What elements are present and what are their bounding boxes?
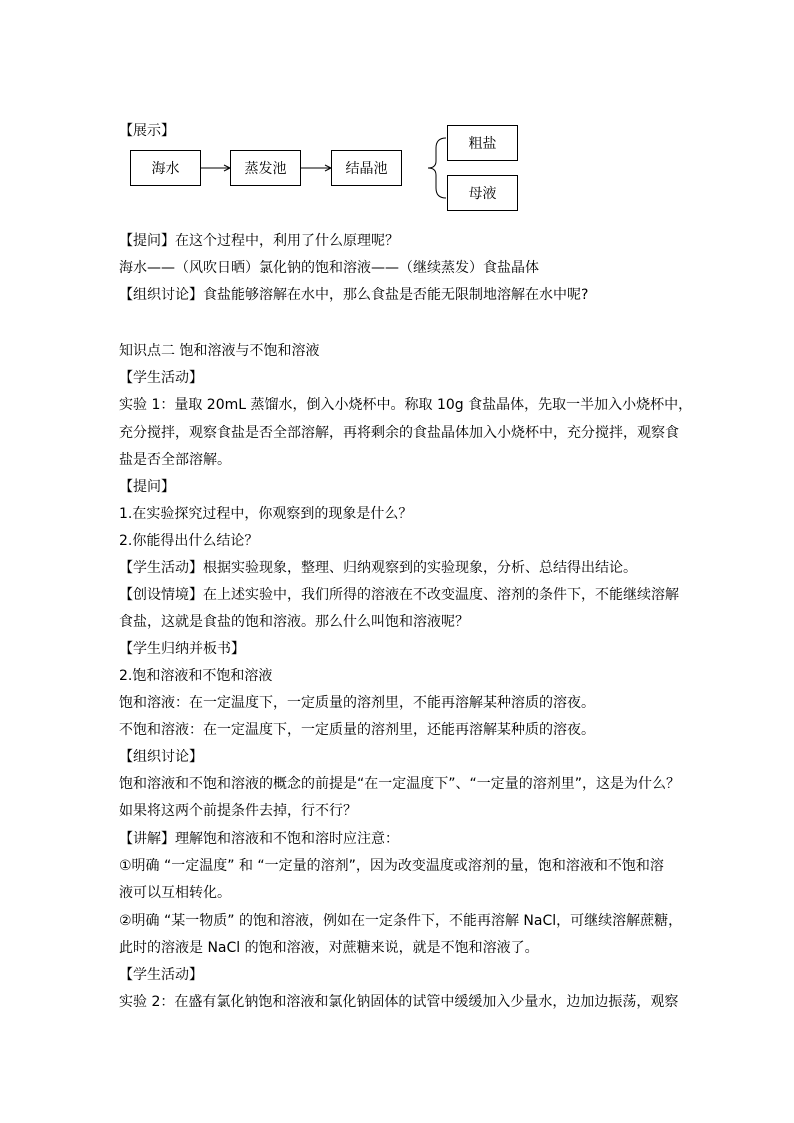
text-line: 实验 2：在盛有氯化钠饱和溶液和氯化钠固体的试管中缓缓加入少量水，边加边振荡，观察	[119, 994, 679, 1010]
text-line: 【学生活动】根据实验现象，整理、归纳观察到的实验现象，分析、总结得出结论。	[119, 560, 637, 576]
text-line: ②明确 “某一物质” 的饱和溶液，例如在一定条件下，不能再溶解 NaCl，可继续溶解蔗糖，	[119, 913, 683, 929]
text-line: 实验 1：量取 20mL 蒸馏水，倒入小烧杯中。称取 10g 食盐晶体，先取一半加入小烧杯中，	[119, 397, 693, 413]
text-line: 液可以互相转化。	[119, 885, 231, 901]
text-line: ①明确 “一定温度” 和 “一定量的溶剂”，因为改变温度或溶剂的量，饱和溶液和不饱和溶	[119, 858, 664, 874]
text-line: 1.在实验探究过程中，你观察到的现象是什么？	[119, 506, 413, 522]
mother-liquor-box: 母液	[447, 175, 518, 211]
text-line: 不饱和溶液：在一定温度下，一定质量的溶剂里，还能再溶解某种质的溶夜。	[119, 722, 595, 738]
flow-arrows	[0, 0, 794, 230]
crystallization-pond-box: 结晶池	[331, 150, 402, 186]
text-line: 充分搅拌，观察食盐是否全部溶解，再将剩余的食盐晶体加入小烧杯中，充分搅拌，观察食	[119, 425, 679, 441]
text-line: 【组织讨论】食盐能够溶解在水中，那么食盐是否能无限制地溶解在水中呢?	[119, 287, 589, 303]
display-heading: 【展示】	[119, 123, 175, 139]
text-line: 【提问】	[119, 479, 175, 495]
text-line: 饱和溶液和不饱和溶液的概念的前提是“在一定温度下”、“一定量的溶剂里”，这是为什么？	[119, 776, 681, 792]
text-line: 如果将这两个前提条件去掉，行不行？	[119, 803, 357, 819]
seawater-box: 海水	[130, 150, 201, 186]
text-line: 【讲解】理解饱和溶液和不饱和溶时应注意：	[119, 831, 399, 847]
text-line: 【学生活动】	[119, 967, 203, 983]
section-title: 知识点二 饱和溶液与不饱和溶液	[119, 343, 320, 359]
text-line: 【学生归纳并板书】	[119, 641, 245, 657]
text-line: 此时的溶液是 NaCl 的饱和溶液，对蔗糖来说，就是不饱和溶液了。	[119, 940, 539, 956]
text-line: 【组织讨论】	[119, 749, 203, 765]
text-line: 海水——（风吹日晒）氯化钠的饱和溶液——（继续蒸发）食盐晶体	[119, 260, 539, 276]
text-line: 饱和溶液：在一定温度下，一定质量的溶剂里，不能再溶解某种溶质的溶夜。	[119, 695, 595, 711]
text-line: 盐是否全部溶解。	[119, 452, 231, 468]
brace-icon	[428, 138, 446, 198]
text-line: 食盐，这就是食盐的饱和溶液。那么什么叫饱和溶液呢？	[119, 614, 469, 630]
text-line: 【学生活动】	[119, 370, 203, 386]
text-line: 2.你能得出什么结论？	[119, 533, 259, 549]
text-line: 【提问】在这个过程中，利用了什么原理呢？	[119, 233, 399, 249]
text-line: 【创设情境】在上述实验中，我们所得的溶液在不改变温度、溶剂的条件下，不能继续溶解	[119, 587, 679, 603]
evaporation-pond-box: 蒸发池	[230, 150, 301, 186]
text-line: 2.饱和溶液和不饱和溶液	[119, 668, 273, 684]
crude-salt-box: 粗盐	[447, 125, 518, 161]
